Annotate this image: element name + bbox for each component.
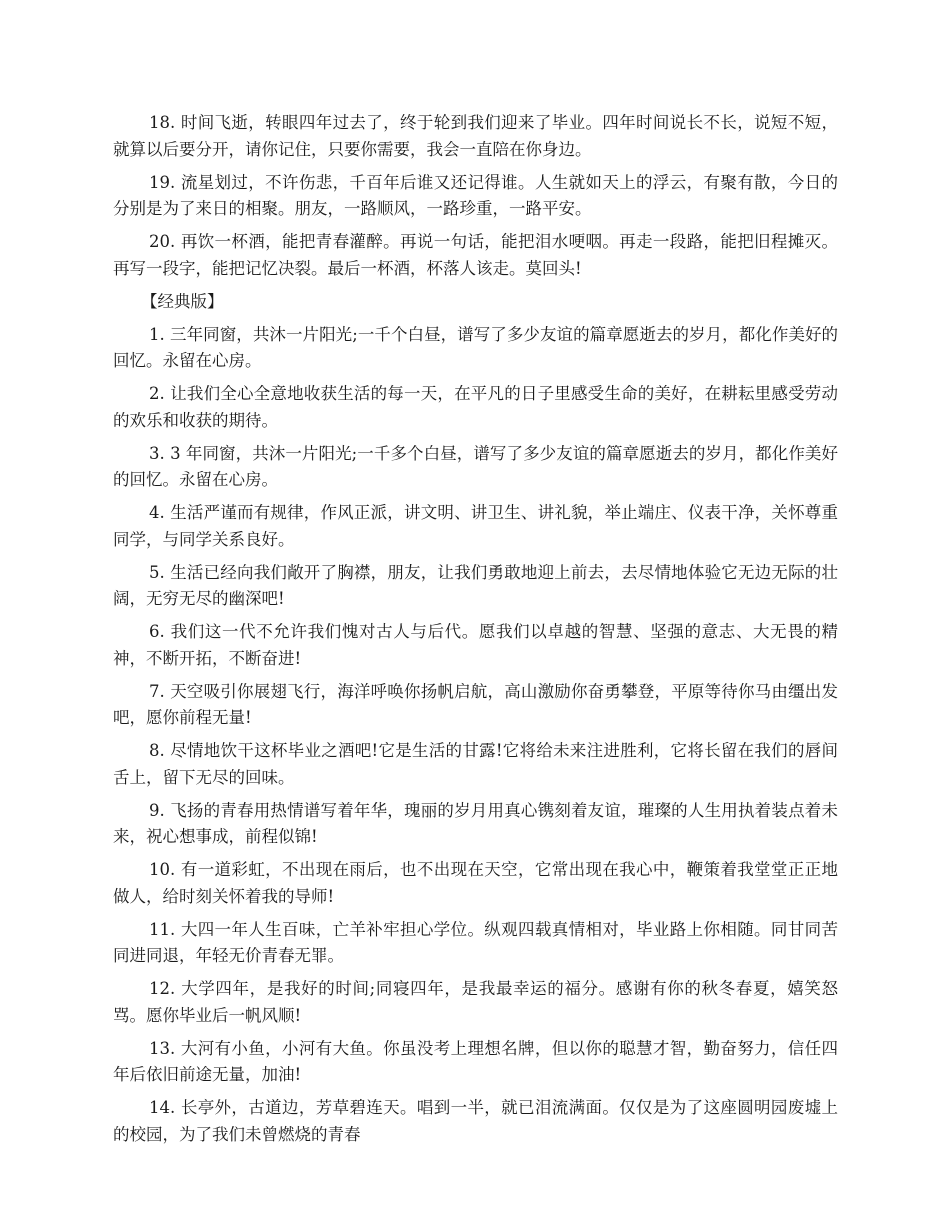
classic-paragraph-3: 3. 3 年同窗，共沐一片阳光;一千多个白昼，谱写了多少友谊的篇章愿逝去的岁月，都化作美好的回忆。永留在心房。 — [113, 443, 838, 489]
classic-paragraph-14: 14. 长亭外，古道边，芳草碧连天。唱到一半，就已泪流满面。仅仅是为了这座圆明园废墟上的校园，为了我们未曾燃烧的青春 — [113, 1098, 838, 1144]
classic-paragraph-6: 6. 我们这一代不允许我们愧对古人与后代。愿我们以卓越的智慧、坚强的意志、大无畏的精神，不断开拓，不断奋进! — [113, 622, 838, 668]
classic-paragraph-5: 5. 生活已经向我们敞开了胸襟，朋友，让我们勇敢地迎上前去，去尽情地体验它无边无际的壮阔，无穷无尽的幽深吧! — [113, 562, 838, 608]
classic-paragraph-1: 1. 三年同窗，共沐一片阳光;一千个白昼，谱写了多少友谊的篇章愿逝去的岁月，都化作美好的回忆。永留在心房。 — [113, 324, 838, 370]
classic-paragraph-2: 2. 让我们全心全意地收获生活的每一天，在平凡的日子里感受生命的美好，在耕耘里感受劳动的欢乐和收获的期待。 — [113, 384, 838, 430]
classic-paragraph-7: 7. 天空吸引你展翅飞行，海洋呼唤你扬帆启航，高山激励你奋勇攀登，平原等待你马由缰出发吧，愿你前程无量! — [113, 681, 838, 727]
classic-paragraph-4: 4. 生活严谨而有规律，作风正派，讲文明、讲卫生、讲礼貌，举止端庄、仪表干净，关怀尊重同学，与同学关系良好。 — [113, 503, 838, 549]
section-heading: 【经典版】 — [141, 291, 224, 311]
paragraph-18: 18. 时间飞逝，转眼四年过去了，终于轮到我们迎来了毕业。四年时间说长不长，说短不短，就算以后要分开，请你记住，只要你需要，我会一直陪在你身边。 — [113, 113, 838, 159]
paragraph-19: 19. 流星划过，不许伤悲，千百年后谁又还记得谁。人生就如天上的浮云，有聚有散，今日的分别是为了来日的相聚。朋友，一路顺风，一路珍重，一路平安。 — [113, 172, 838, 218]
classic-paragraph-8: 8. 尽情地饮干这杯毕业之酒吧!它是生活的甘露!它将给未来注进胜利，它将长留在我们的唇间舌上，留下无尽的回味。 — [113, 741, 838, 787]
classic-paragraph-9: 9. 飞扬的青春用热情谱写着年华，瑰丽的岁月用真心镌刻着友谊，璀璨的人生用执着装点着未来，祝心想事成，前程似锦! — [113, 800, 838, 846]
paragraph-20: 20. 再饮一杯酒，能把青春灌醉。再说一句话，能把泪水哽咽。再走一段路，能把旧程摊灭。再写一段字，能把记忆决裂。最后一杯酒，杯落人该走。莫回头! — [113, 232, 838, 278]
classic-paragraph-13: 13. 大河有小鱼，小河有大鱼。你虽没考上理想名牌，但以你的聪慧才智，勤奋努力，信任四年后依旧前途无量，加油! — [113, 1038, 838, 1084]
classic-paragraph-10: 10. 有一道彩虹，不出现在雨后，也不出现在天空，它常出现在我心中，鞭策着我堂堂正正地做人，给时刻关怀着我的导师! — [113, 860, 838, 906]
classic-paragraph-11: 11. 大四一年人生百味，亡羊补牢担心学位。纵观四载真情相对，毕业路上你相随。同甘同苦同进同退，年轻无价青春无罪。 — [113, 919, 838, 965]
document-body — [113, 110, 838, 1155]
classic-paragraph-12: 12. 大学四年，是我好的时间;同寝四年，是我最幸运的福分。感谢有你的秋冬春夏，嬉笑怒骂。愿你毕业后一帆风顺! — [113, 979, 838, 1025]
